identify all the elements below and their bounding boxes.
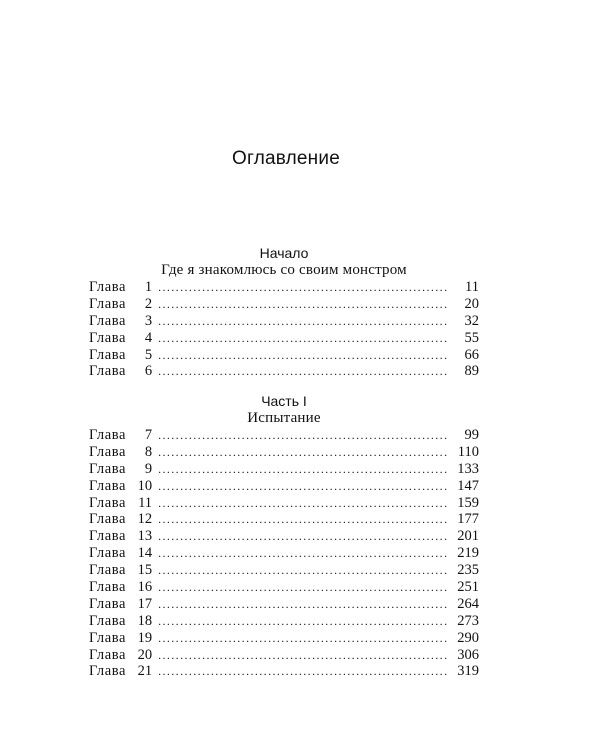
chapter-label: Глава — [89, 545, 127, 562]
toc-entry[interactable] — [89, 596, 479, 613]
page-number: 177 — [457, 511, 479, 528]
toc-entry[interactable] — [89, 579, 479, 596]
dot-leader — [158, 613, 449, 630]
page-number: 147 — [457, 477, 479, 494]
chapter-label: Глава — [89, 427, 127, 443]
chapter-label: Глава — [89, 646, 127, 663]
page-number: 32 — [464, 312, 479, 329]
chapter-label: Глава — [89, 511, 127, 528]
page-number: 159 — [457, 494, 479, 511]
page-number: 89 — [464, 363, 479, 380]
chapter-label: Глава — [89, 494, 127, 511]
dot-leader — [158, 528, 449, 545]
toc-entry-list — [89, 279, 479, 380]
chapter-number: 9 — [144, 460, 153, 477]
chapter-label: Глава — [89, 528, 127, 545]
dot-leader — [158, 461, 449, 478]
dot-leader — [158, 663, 449, 680]
page-number: 66 — [464, 346, 479, 363]
section-subtitle: Испытание — [247, 410, 321, 426]
page-number: 110 — [457, 443, 479, 460]
page-number: 11 — [465, 279, 479, 295]
chapter-label: Глава — [89, 443, 127, 460]
page-number: 133 — [457, 460, 479, 477]
chapter-number: 7 — [144, 427, 153, 443]
toc-entry[interactable] — [89, 347, 479, 364]
toc-entry[interactable] — [89, 279, 479, 296]
chapter-number: 3 — [144, 312, 153, 329]
chapter-number: 10 — [137, 477, 153, 494]
dot-leader — [158, 313, 449, 330]
chapter-number: 21 — [137, 663, 153, 680]
dot-leader — [158, 427, 449, 444]
toc-entry[interactable] — [89, 296, 479, 313]
chapter-label: Глава — [89, 329, 127, 346]
chapter-label: Глава — [89, 579, 127, 596]
chapter-label: Глава — [89, 477, 127, 494]
dot-leader — [158, 444, 449, 461]
toc-entry[interactable] — [89, 495, 479, 512]
page-number: 20 — [464, 295, 479, 312]
page-number: 99 — [464, 427, 479, 443]
chapter-number: 16 — [137, 579, 153, 596]
chapter-number: 12 — [137, 511, 153, 528]
chapter-label: Глава — [89, 629, 127, 646]
chapter-number: 15 — [137, 562, 153, 579]
dot-leader — [158, 279, 449, 296]
toc-entry[interactable] — [89, 613, 479, 630]
dot-leader — [158, 478, 449, 495]
page-number: 55 — [464, 329, 479, 346]
page-number: 201 — [457, 528, 479, 545]
toc-entry[interactable] — [89, 630, 479, 647]
toc-entry[interactable] — [89, 528, 479, 545]
chapter-label: Глава — [89, 595, 127, 612]
chapter-label: Глава — [89, 363, 127, 380]
chapter-label: Глава — [89, 312, 127, 329]
dot-leader — [158, 330, 449, 347]
toc-entry[interactable] — [89, 330, 479, 347]
dot-leader — [158, 495, 449, 512]
dot-leader — [158, 511, 449, 528]
toc-section-part-1 — [89, 393, 479, 680]
toc-entry[interactable] — [89, 427, 479, 444]
chapter-label: Глава — [89, 663, 127, 680]
page-number: 264 — [457, 595, 479, 612]
chapter-label: Глава — [89, 460, 127, 477]
dot-leader — [158, 596, 449, 613]
section-part-title: Начало — [259, 245, 309, 261]
dot-leader — [158, 363, 449, 380]
chapter-number: 2 — [144, 295, 153, 312]
chapter-number: 14 — [137, 545, 153, 562]
toc-entry[interactable] — [89, 663, 479, 680]
chapter-number: 18 — [137, 612, 153, 629]
toc-entry[interactable] — [89, 478, 479, 495]
page-number: 235 — [457, 562, 479, 579]
dot-leader — [158, 630, 449, 647]
chapter-label: Глава — [89, 612, 127, 629]
toc-entry[interactable] — [89, 461, 479, 478]
section-part-title: Часть I — [261, 393, 307, 409]
chapter-number: 5 — [144, 346, 153, 363]
dot-leader — [158, 545, 449, 562]
chapter-label: Глава — [89, 295, 127, 312]
chapter-number: 20 — [137, 646, 153, 663]
section-subtitle: Где я знакомлюсь со своим монстром — [161, 262, 407, 278]
toc-entry[interactable] — [89, 363, 479, 380]
chapter-label: Глава — [89, 279, 127, 295]
dot-leader — [158, 296, 449, 313]
toc-entry[interactable] — [89, 444, 479, 461]
chapter-number: 11 — [138, 494, 153, 511]
chapter-number: 1 — [144, 279, 153, 295]
toc-entry-list — [89, 427, 479, 680]
page-number: 290 — [457, 629, 479, 646]
chapter-number: 6 — [144, 363, 153, 380]
toc-section-intro — [89, 245, 479, 380]
chapter-number: 13 — [137, 528, 153, 545]
toc-entry[interactable] — [89, 313, 479, 330]
page-title: Оглавление — [232, 148, 340, 169]
dot-leader — [158, 347, 449, 364]
toc-entry[interactable] — [89, 545, 479, 562]
dot-leader — [158, 562, 449, 579]
dot-leader — [158, 579, 449, 596]
page-number: 306 — [457, 646, 479, 663]
toc-entry[interactable] — [89, 647, 479, 664]
page-number: 319 — [457, 663, 479, 680]
chapter-label: Глава — [89, 346, 127, 363]
chapter-number: 8 — [144, 443, 153, 460]
page-number: 219 — [457, 545, 479, 562]
dot-leader — [158, 647, 449, 664]
toc-entry[interactable] — [89, 562, 479, 579]
chapter-number: 19 — [137, 629, 153, 646]
page-number: 273 — [457, 612, 479, 629]
page-number: 251 — [457, 579, 479, 596]
chapter-label: Глава — [89, 562, 127, 579]
chapter-number: 17 — [137, 595, 153, 612]
chapter-number: 4 — [144, 329, 153, 346]
toc-entry[interactable] — [89, 511, 479, 528]
